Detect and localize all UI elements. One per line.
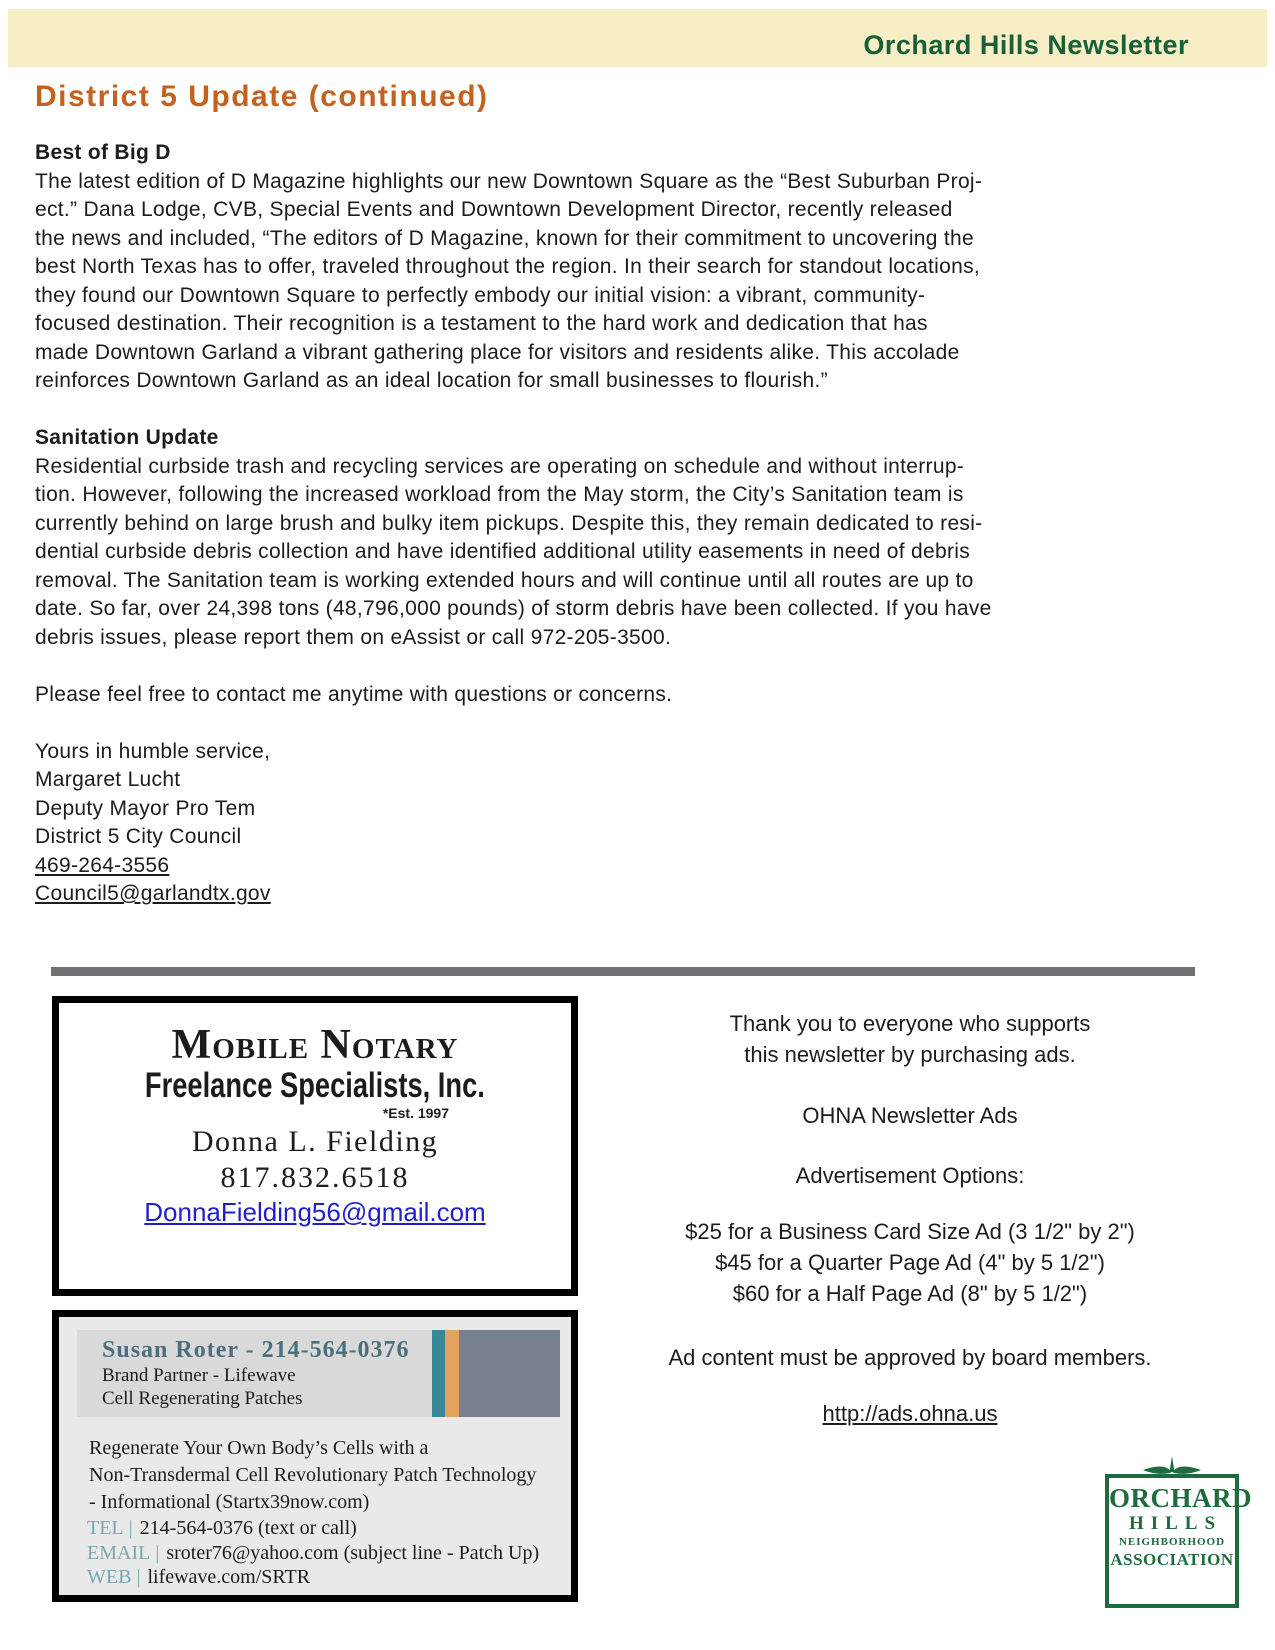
signature-block: Yours in humble service, Margaret Lucht Deputy Mayor Pro Tem District 5 City Council (35, 739, 271, 848)
notary-email-link[interactable]: DonnaFielding56@gmail.com (144, 1197, 486, 1227)
notary-phone: 817.832.6518 (220, 1161, 410, 1194)
ads-url-link[interactable]: http://ads.ohna.us (822, 1401, 998, 1426)
ohna-logo-text (1105, 1474, 1252, 1608)
ads-url-row (580, 1398, 1240, 1429)
council-email-link[interactable]: Council5@garlandtx.gov (35, 882, 271, 905)
notary-email-row (59, 1197, 571, 1227)
lifewave-web-row (87, 1565, 539, 1590)
logo-line-orchard: ORCHARD (1109, 1483, 1252, 1513)
advertisement-options-title: Advertisement Options: (795, 1163, 1025, 1188)
notary-company (59, 1067, 571, 1105)
ohna-logo (1105, 1456, 1252, 1608)
notary-title: Mobile Notary (171, 1022, 459, 1068)
logo-line-neighborhood: NEIGHBORHOOD (1118, 1536, 1226, 1548)
notary-contact-name: Donna L. Fielding (191, 1125, 439, 1158)
separator: | (136, 1566, 141, 1588)
newsletter-title: Orchard Hills Newsletter (863, 30, 1189, 60)
paragraph-sanitation-update: Residential curbside trash and recycling services are operating on schedule and without interrup- tion. However, following the increased workload from the May storm, the City’s Sanitation team is currently behind on large brush and bulky item pickups. Despite this, they remain dedicated to resi- dential curbside debris collection and have identified additional utility easements in need of debris removal. The Sanitation team is working extended hours and will continue until all routes are up to date. So far, over 24,398 tons (48,796,000 pounds) of storm debris have been collected. If you have debris issues, please report them on eAssist or call 972-205-3500. (35, 454, 992, 649)
header-band (8, 9, 1267, 67)
section-divider (51, 967, 1195, 976)
spacer (35, 652, 1180, 681)
lifewave-subtitle-2: Cell Regenerating Patches (102, 1388, 303, 1409)
lifewave-email-row (87, 1541, 539, 1566)
lifewave-ad-header (77, 1330, 560, 1417)
approval-note: Ad content must be approved by board members. (668, 1345, 1152, 1370)
spacer (35, 396, 1180, 425)
separator: | (155, 1541, 160, 1564)
logo-line-association: ASSOCIATION (1110, 1550, 1234, 1569)
lifewave-description: Regenerate Your Own Body’s Cells with a Non-Transdermal Cell Revolutionary Patch Technology - Informational (Startx39now.com) (89, 1437, 537, 1513)
page-title: District 5 Update (continued) (35, 80, 489, 113)
email-label: EMAIL (87, 1541, 151, 1564)
notary-company-text: Freelance Specialists, Inc. (145, 1066, 485, 1105)
orange-stripe (445, 1330, 459, 1417)
lifewave-tel-row (87, 1516, 539, 1541)
signature-email-row (35, 880, 1180, 909)
bluegray-block (459, 1330, 560, 1417)
plant-icon (1137, 1456, 1207, 1476)
lifewave-subtitle-1: Brand Partner - Lifewave (102, 1365, 296, 1386)
tel-label: TEL (87, 1517, 124, 1539)
lifewave-header-band (77, 1330, 432, 1417)
email-value: sroter76@yahoo.com (subject line - Patch Up) (166, 1541, 540, 1564)
lifewave-contact-name: Susan Roter - 214-564-0376 (102, 1337, 410, 1363)
web-label: WEB (87, 1566, 132, 1588)
logo-line-hills: HILLS (1128, 1513, 1223, 1534)
section-heading-best-of-big-d: Best of Big D (35, 141, 171, 164)
paragraph-best-of-big-d: The latest edition of D Magazine highlights our new Downtown Square as the “Best Suburban Proj- ect.” Dana Lodge, CVB, Special Events and Downtown Development Director, recently released the news and included, “The editors of D Magazine, known for their commitment to uncovering the best North Texas has to offer, traveled throughout the region. In their search for standout locations, they found our Downtown Square to perfectly embody our initial vision: a vibrant, community- focused destination. Their recognition is a testament to the hard work and dedication that has made Downtown Garland a vibrant gathering place for visitors and residents alike. This accolade reinforces Downtown Garland as an ideal location for small businesses to flourish.” (35, 169, 983, 392)
advertisement-options-list: $25 for a Business Card Size Ad (3 1/2" by 2") $45 for a Quarter Page Ad (4" by 5 1/2") $60 for a Half Page Ad (8" by 5 1/2") (685, 1219, 1135, 1306)
separator: | (128, 1517, 133, 1539)
mobile-notary-ad (52, 996, 578, 1296)
ohna-ads-title: OHNA Newsletter Ads (802, 1103, 1018, 1128)
signature-phone-row (35, 852, 1180, 881)
lifewave-ad (52, 1310, 578, 1602)
notary-established: *Est. 1997 (382, 1105, 449, 1121)
closing-line: Please feel free to contact me anytime with questions or concerns. (35, 682, 673, 706)
council-phone-link[interactable]: 469-264-3556 (35, 853, 170, 877)
thanks-note: Thank you to everyone who supports this newsletter by purchasing ads. (729, 1011, 1091, 1067)
lifewave-contacts (87, 1516, 539, 1590)
spacer (35, 709, 1180, 738)
section-heading-sanitation-update: Sanitation Update (35, 426, 219, 449)
web-value: lifewave.com/SRTR (147, 1566, 311, 1588)
teal-stripe (432, 1330, 445, 1417)
article-body (35, 139, 1180, 909)
tel-value: 214-564-0376 (text or call) (139, 1517, 357, 1539)
